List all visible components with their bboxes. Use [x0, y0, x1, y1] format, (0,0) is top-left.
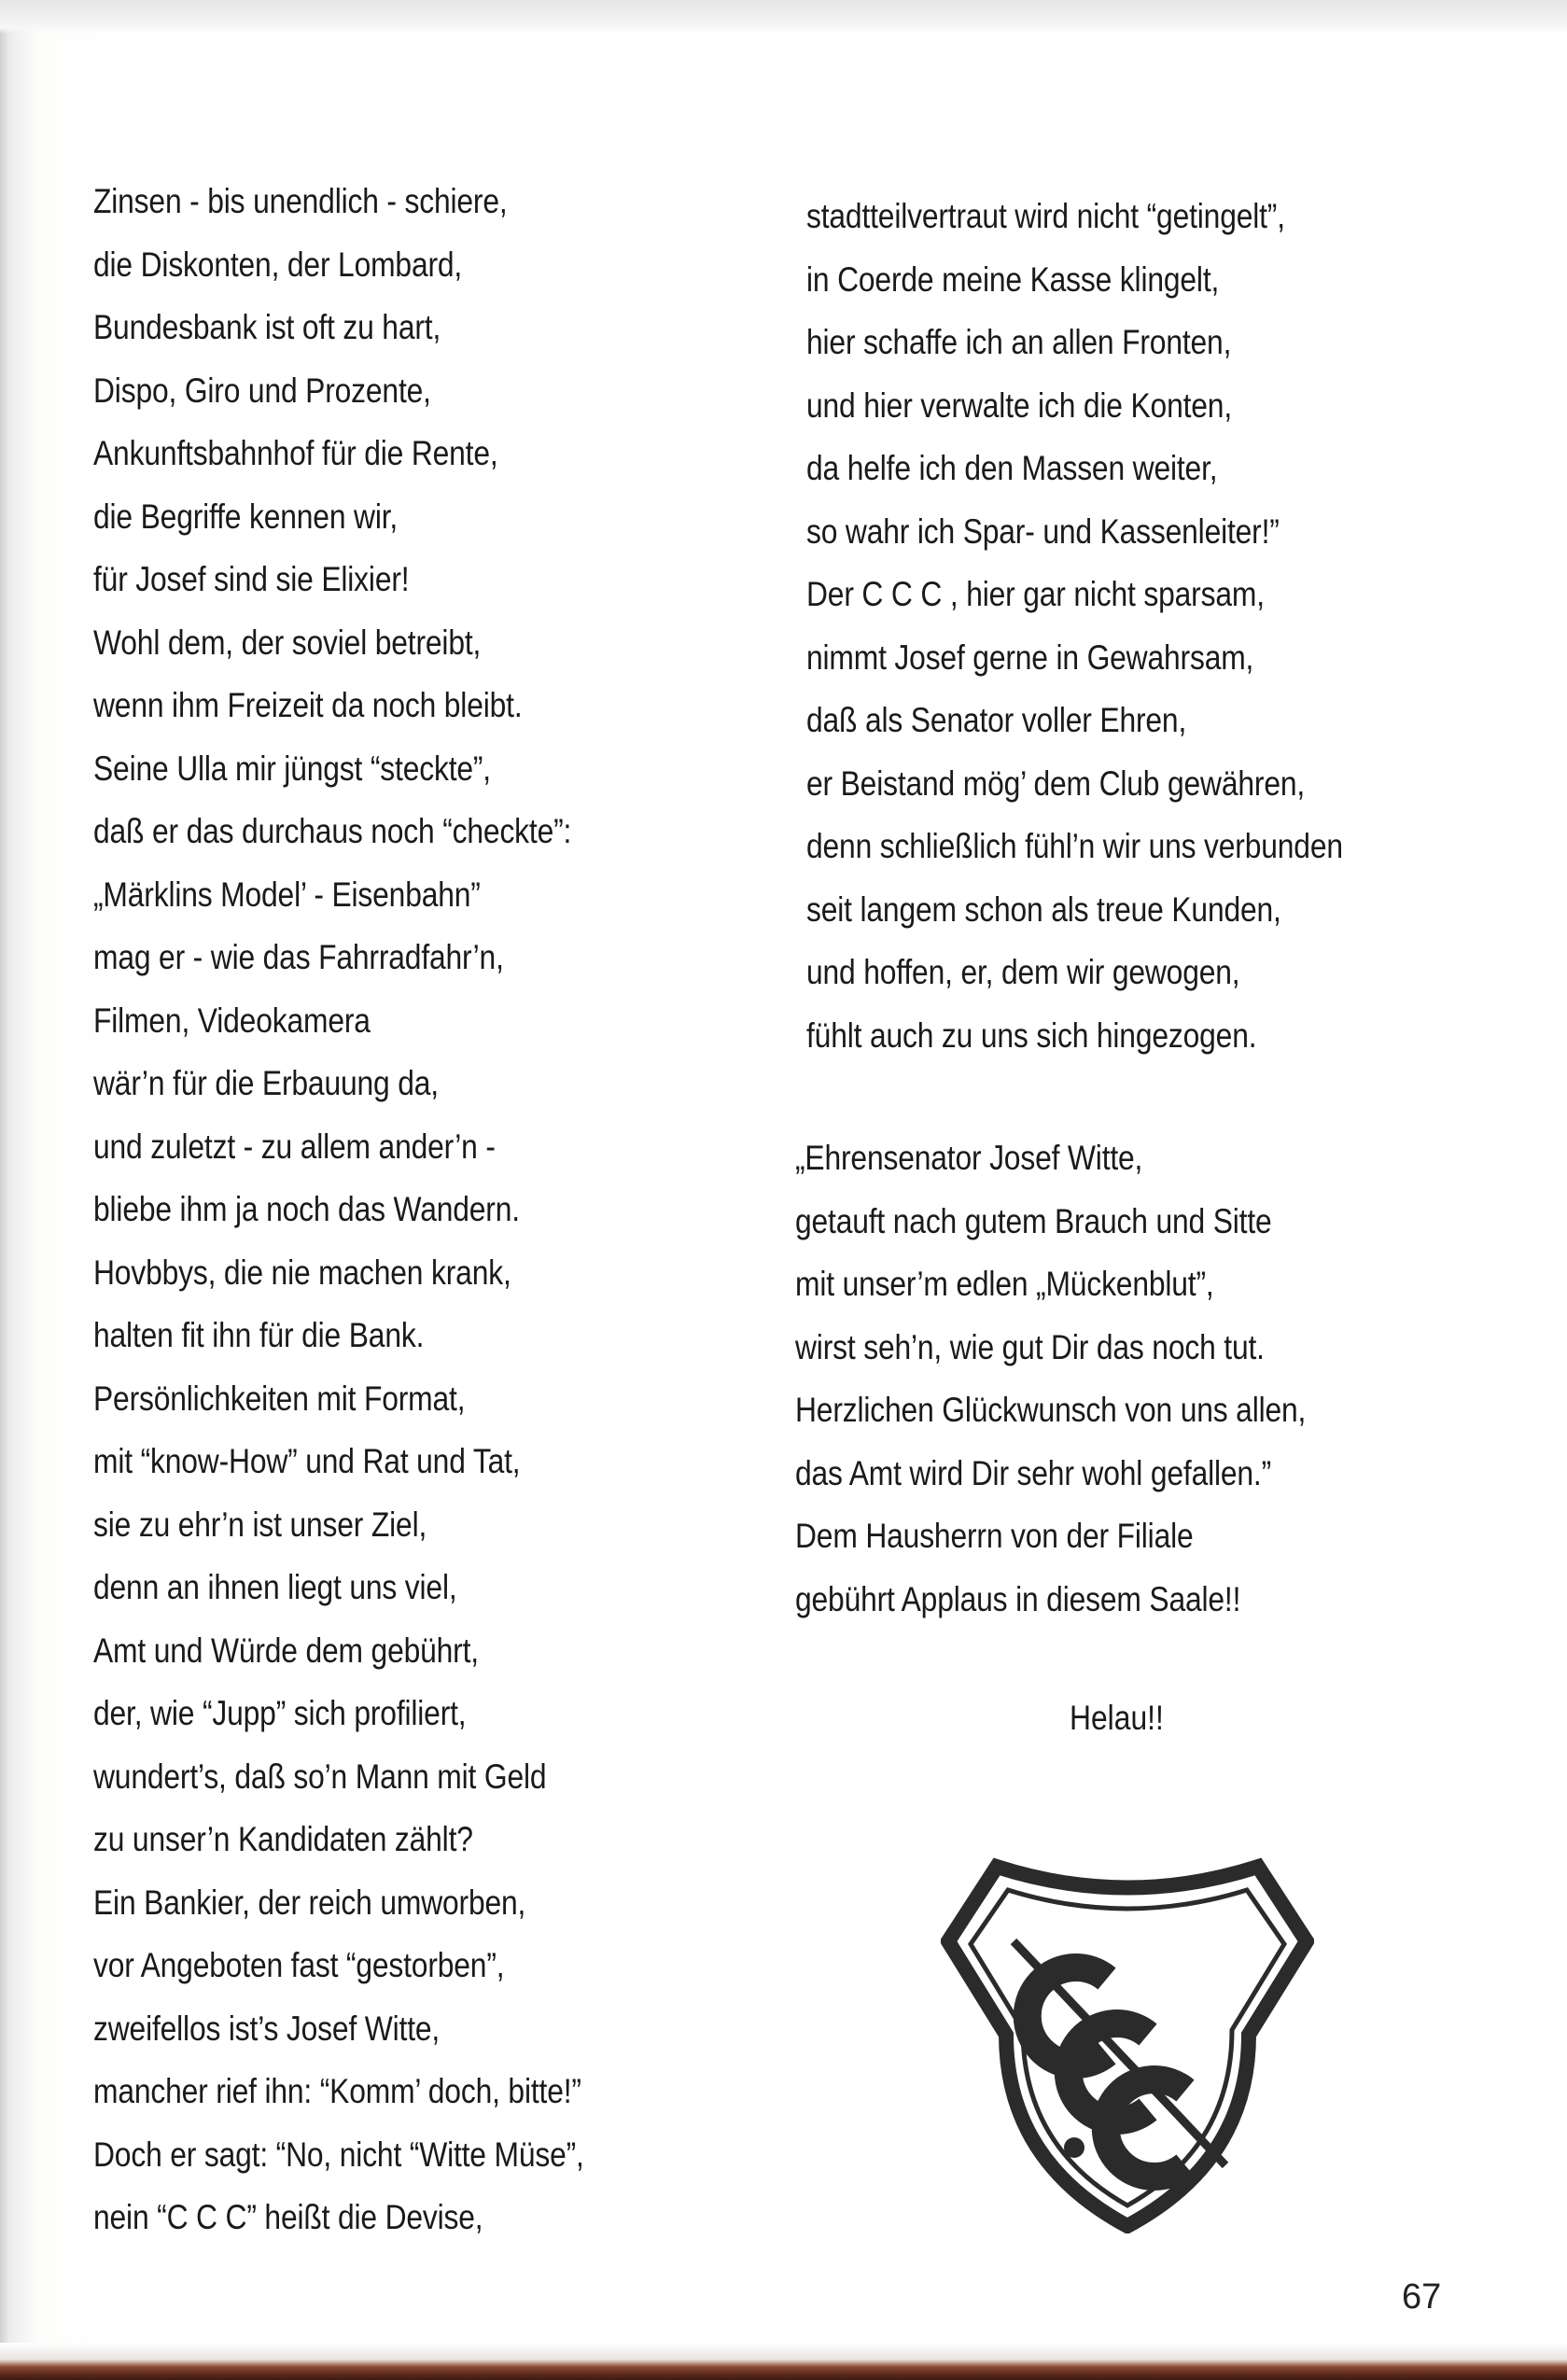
verse-line: Filmen, Videokamera [93, 1001, 371, 1040]
verse-line: mag er - wie das Fahrradfahr’n, [93, 938, 504, 976]
verse-line: und hier verwalte ich die Konten, [806, 385, 1233, 425]
verse-line: Amt und Würde dem gebührt, [93, 1631, 479, 1670]
verse-line: daß als Senator voller Ehren, [806, 701, 1187, 739]
verse-line: das Amt wird Dir sehr wohl gefallen.” [795, 1453, 1272, 1492]
verse-line: Seine Ulla mir jüngst “steckte”, [93, 749, 491, 788]
verse-line: mit unser’m edlen „Mückenblut”, [795, 1265, 1214, 1303]
verse-line: so wahr ich Spar- und Kassenleiter!” [806, 511, 1280, 551]
verse-line: und hoffen, er, dem wir gewogen, [806, 953, 1240, 991]
verse-line: zweifellos ist’s Josef Witte, [93, 2009, 441, 2048]
verse-line: denn schließlich fühl’n wir uns verbunden [806, 827, 1343, 865]
page-top-shadow [0, 0, 1567, 34]
verse-line: nein “C C C” heißt die Devise, [93, 2198, 483, 2236]
verse-line: seit langem schon als treue Kunden, [806, 889, 1281, 929]
verse-line: in Coerde meine Kasse klingelt, [806, 259, 1220, 299]
verse-line: getauft nach gutem Brauch und Sitte [795, 1201, 1272, 1240]
verse-line: da helfe ich den Massen weiter, [806, 449, 1218, 487]
verse-line: wirst seh’n, wie gut Dir das noch tut. [795, 1327, 1265, 1366]
verse-line: „Märklins Model’ - Eisenbahn” [93, 875, 481, 914]
verse-line: wundert’s, daß so’n Mann mit Geld [93, 1757, 547, 1796]
verse-line: Bundesbank ist oft zu hart, [93, 308, 441, 346]
verse-line: wär’n für die Erbauung da, [93, 1064, 439, 1102]
verse-line: stadtteilvertraut wird nicht “getingelt”, [806, 197, 1285, 235]
verse-line: für Josef sind sie Elixier! [93, 560, 410, 598]
verse-line: wenn ihm Freizeit da noch bleibt. [93, 686, 523, 724]
left-verse-column [93, 170, 584, 2249]
verse-line: denn an ihnen liegt uns viel, [93, 1568, 457, 1606]
page-number: 67 [1402, 2277, 1442, 2317]
verse-line: Der C C C , hier gar nicht sparsam, [806, 575, 1265, 613]
verse-line: die Diskonten, der Lombard, [93, 245, 463, 284]
verse-line: Zinsen - bis unendlich - schiere, [93, 182, 508, 220]
verse-line: zu unser’n Kandidaten zählt? [93, 1820, 473, 1858]
verse-line: „Ehrensenator Josef Witte, [795, 1139, 1143, 1177]
verse-line: Dispo, Giro und Prozente, [93, 371, 431, 410]
verse-line: sie zu ehr’n ist unser Ziel, [93, 1505, 427, 1544]
verse-line: Ankunftsbahnhof für die Rente, [93, 434, 498, 472]
ccc-club-crest-icon [941, 1853, 1314, 2233]
verse-line: Doch er sagt: “No, nicht “Witte Müse”, [93, 2135, 584, 2174]
verse-line: nimmt Josef gerne in Gewahrsam, [806, 637, 1254, 677]
right-verse-stanza-2 [795, 1127, 1306, 1631]
verse-line: der, wie “Jupp” sich profiliert, [93, 1694, 467, 1732]
verse-line: Wohl dem, der soviel betreibt, [93, 623, 482, 662]
verse-line: hier schaffe ich an allen Fronten, [806, 323, 1232, 361]
verse-line: Persönlichkeiten mit Format, [93, 1379, 466, 1418]
verse-line: Herzlichen Glückwunsch von uns allen, [795, 1391, 1307, 1429]
verse-line: vor Angeboten fast “gestorben”, [93, 1946, 505, 1984]
verse-line: halten fit ihn für die Bank. [93, 1316, 425, 1354]
closing-exclamation: Helau!! [1070, 1699, 1164, 1737]
verse-line: daß er das durchaus noch “checkte”: [93, 812, 572, 850]
verse-line: gebührt Applaus in diesem Saale!! [795, 1579, 1241, 1618]
verse-line: fühlt auch zu uns sich hingezogen. [806, 1015, 1257, 1055]
verse-line: Hovbbys, die nie machen krank, [93, 1253, 511, 1292]
right-verse-stanza-1 [806, 185, 1343, 1067]
verse-line: mit “know-How” und Rat und Tat, [93, 1442, 521, 1480]
verse-line: er Beistand mög’ dem Club gewähren, [806, 763, 1306, 803]
page-bottom-edge [0, 2343, 1567, 2380]
verse-line: bliebe ihm ja noch das Wandern. [93, 1190, 520, 1228]
verse-line: und zuletzt - zu allem ander’n - [93, 1127, 496, 1166]
verse-line: mancher rief ihn: “Komm’ doch, bitte!” [93, 2072, 581, 2110]
verse-line: Dem Hausherrn von der Filiale [795, 1517, 1194, 1555]
verse-line: die Begriffe kennen wir, [93, 497, 399, 536]
verse-line: Ein Bankier, der reich umworben, [93, 1883, 526, 1922]
